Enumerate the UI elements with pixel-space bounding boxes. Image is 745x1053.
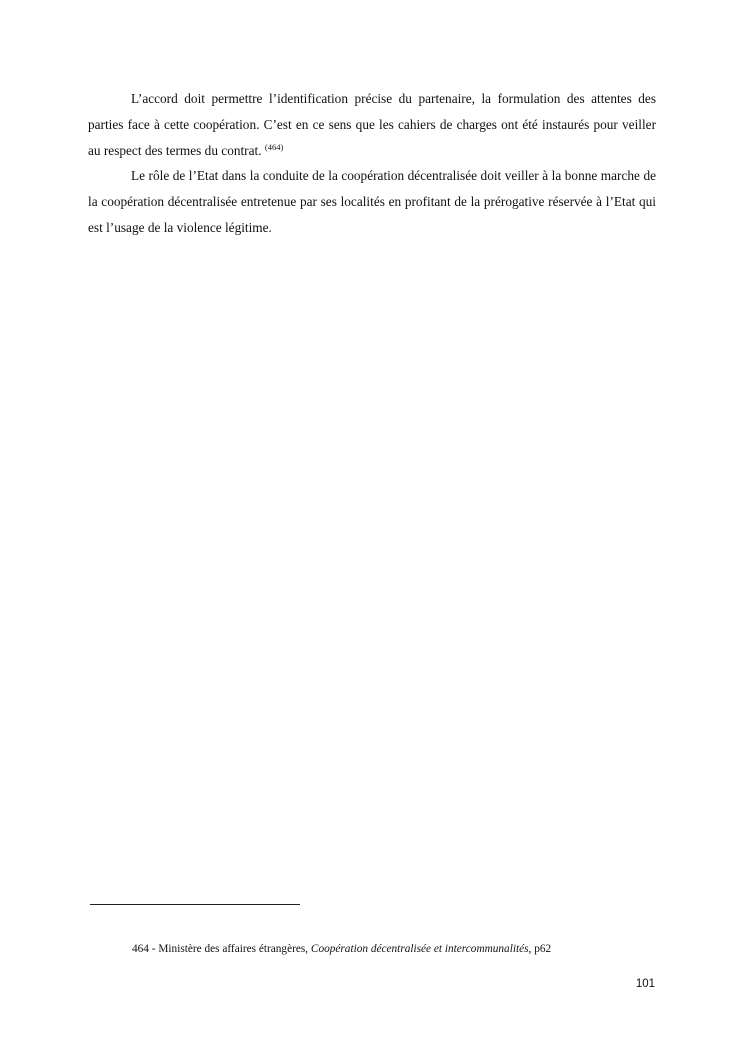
page-number: 101: [635, 978, 655, 990]
footnote-suffix: , p62: [528, 943, 552, 955]
paragraph-2: [88, 163, 656, 240]
body-text: [88, 86, 656, 241]
paragraph-1: [88, 86, 656, 163]
footnote-prefix: 464 - Ministère des affaires étrangères,: [132, 943, 311, 955]
paragraph-1-text: L’accord doit permettre l’identification précise du partenaire, la formulation des attentes des parties face à cette coopération. C’est en ce sens que les cahiers de charges ont été instaurés pour veiller au respect des termes du contrat.: [88, 91, 656, 158]
footnote: [132, 941, 692, 957]
footnote-reference: (464): [264, 141, 284, 152]
footnote-title: Coopération décentralisée et intercommunalités: [310, 943, 529, 955]
paragraph-2-text: Le rôle de l’Etat dans la conduite de la coopération décentralisée doit veiller à la bonne marche de la coopération décentralisée entretenue par ses localités en profitant de la prérogative réservée à l’Etat qui est l’usage de la violence légitime.: [88, 168, 656, 235]
footnote-separator: [90, 904, 300, 905]
